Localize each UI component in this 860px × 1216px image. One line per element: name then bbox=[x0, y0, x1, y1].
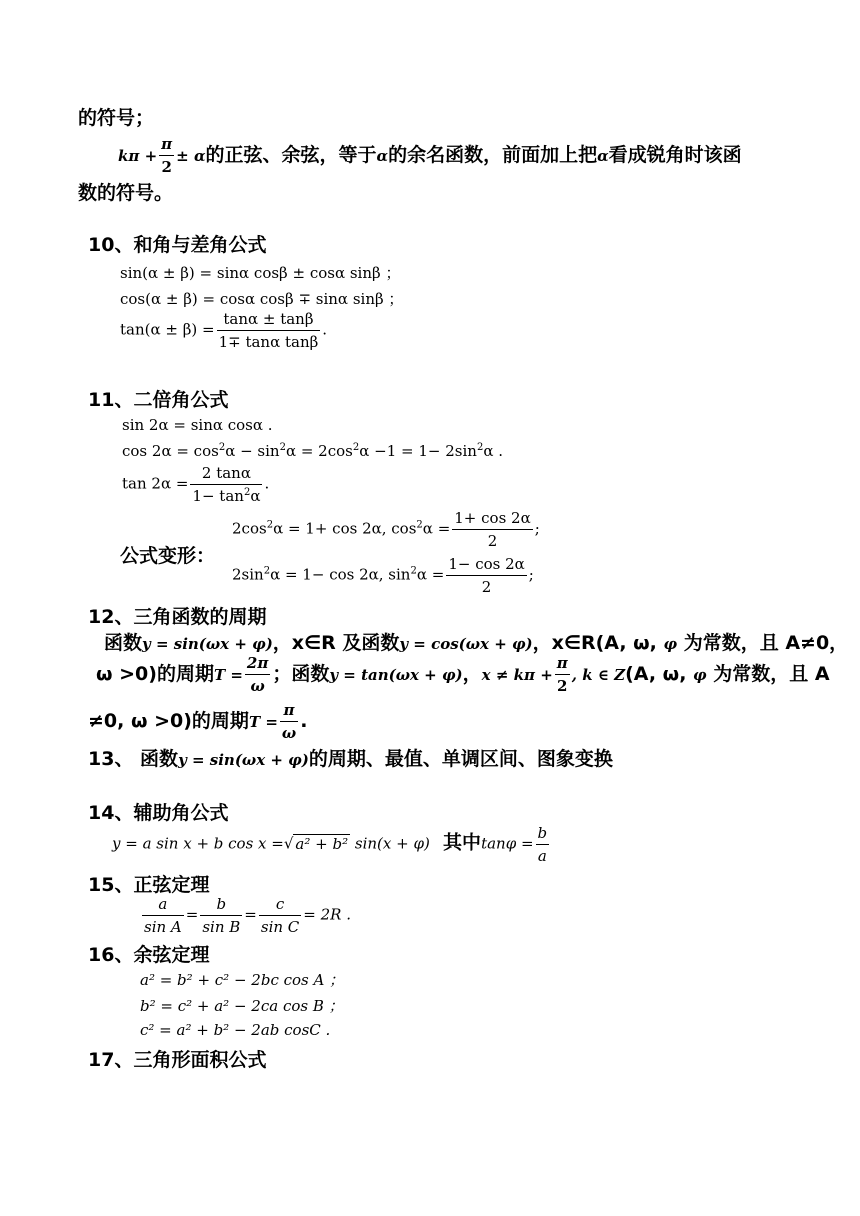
section-13-heading: 13、 函数y = sin(ωx + φ)的周期、最值、单调区间、图象变换 bbox=[88, 748, 613, 770]
intro-line-1: 的符号； bbox=[78, 107, 155, 129]
pi-over-2: $\frac{\pi}{2}$ bbox=[161, 135, 173, 176]
section-15-heading: 15、正弦定理 bbox=[88, 874, 210, 896]
intro-line-2: kπ + $\frac{\pi}{2}$ ± α的正弦、余弦，等于α的余名函数，前面加上把α看成锐角时该函 bbox=[118, 135, 742, 176]
intro-line-3: 数的符号。 bbox=[78, 182, 174, 204]
period-paragraph-line-2: ω >0)的周期T = $\frac{2\pi}{\omega}$ ；函数y = tan(ωx + φ)，x ≠ kπ + $\frac{\pi}{2}$ , k ∈ Z(A, ω, φ 为常数，且 A bbox=[96, 654, 830, 695]
section-12-heading: 12、三角函数的周期 bbox=[88, 606, 267, 628]
sin-squared-variant: $2\sin^2\alpha = 1- \cos 2\alpha$, $\sin^2\alpha$ = $\frac{1- \cos 2\alpha}{2}$ ; bbox=[232, 555, 534, 596]
period-paragraph-line-1: 函数y = sin(ωx + φ)，x∈R 及函数y = cos(ωx + φ)，x∈R(A, ω, φ 为常数，且 A≠0， bbox=[104, 632, 849, 654]
section-10-heading: 10、和角与差角公式 bbox=[88, 234, 267, 256]
sum-difference-cos-formula: cos(α ± β) = cosα cosβ ∓ sinα sinβ ； bbox=[120, 290, 404, 308]
section-16-heading: 16、余弦定理 bbox=[88, 944, 210, 966]
law-of-sines-formula: $\frac{a}{\text{sin A}}$ = $\frac{b}{\text{sin B}}$ = $\frac{c}{\text{sin C}}$ = 2R . bbox=[144, 895, 351, 936]
section-17-heading: 17、三角形面积公式 bbox=[88, 1049, 267, 1071]
double-angle-sin-formula: sin 2α = sinα cosα . bbox=[122, 416, 273, 434]
auxiliary-angle-formula: y = a sin x + b cos x =√ a² + b² sin(x + φ) 其中tanφ = $\frac{b}{a}$ bbox=[112, 824, 548, 865]
law-of-cosines-a: a² = b² + c² − 2bc cos A ； bbox=[140, 971, 345, 989]
sum-difference-tan-formula: tan(α ± β) = $\frac{\tan\alpha \pm \tan\beta}{\text{1∓ tanα tanβ}}$ . bbox=[120, 310, 328, 351]
double-angle-cos-formula: $\cos 2\alpha = \cos^2\alpha - \sin^2\alpha = 2\cos^2\alpha -1 = 1- 2\sin^2\alpha$ . bbox=[122, 442, 503, 460]
period-paragraph-line-3: ≠0, ω >0)的周期T = $\frac{\pi}{\omega}$ . bbox=[88, 701, 308, 742]
cos-squared-variant: $2\cos^2\alpha = 1+ \cos 2\alpha$, $\cos^2\alpha$ = $\frac{1+ \cos 2\alpha}{2}$ ; bbox=[232, 509, 540, 550]
formula-variant-label: 公式变形： bbox=[120, 545, 216, 567]
double-angle-tan-formula: tan 2α = $\frac{2 \tan\alpha}{1- \tan^2\alpha}$ . bbox=[122, 464, 270, 505]
law-of-cosines-b: b² = c² + a² − 2ca cos B ； bbox=[140, 997, 344, 1015]
section-11-heading: 11、二倍角公式 bbox=[88, 389, 229, 411]
sum-difference-sin-formula: sin(α ± β) = sinα cosβ ± cosα sinβ ； bbox=[120, 264, 401, 282]
law-of-cosines-c: c² = a² + b² − 2ab cosC . bbox=[140, 1021, 331, 1039]
section-14-heading: 14、辅助角公式 bbox=[88, 802, 229, 824]
